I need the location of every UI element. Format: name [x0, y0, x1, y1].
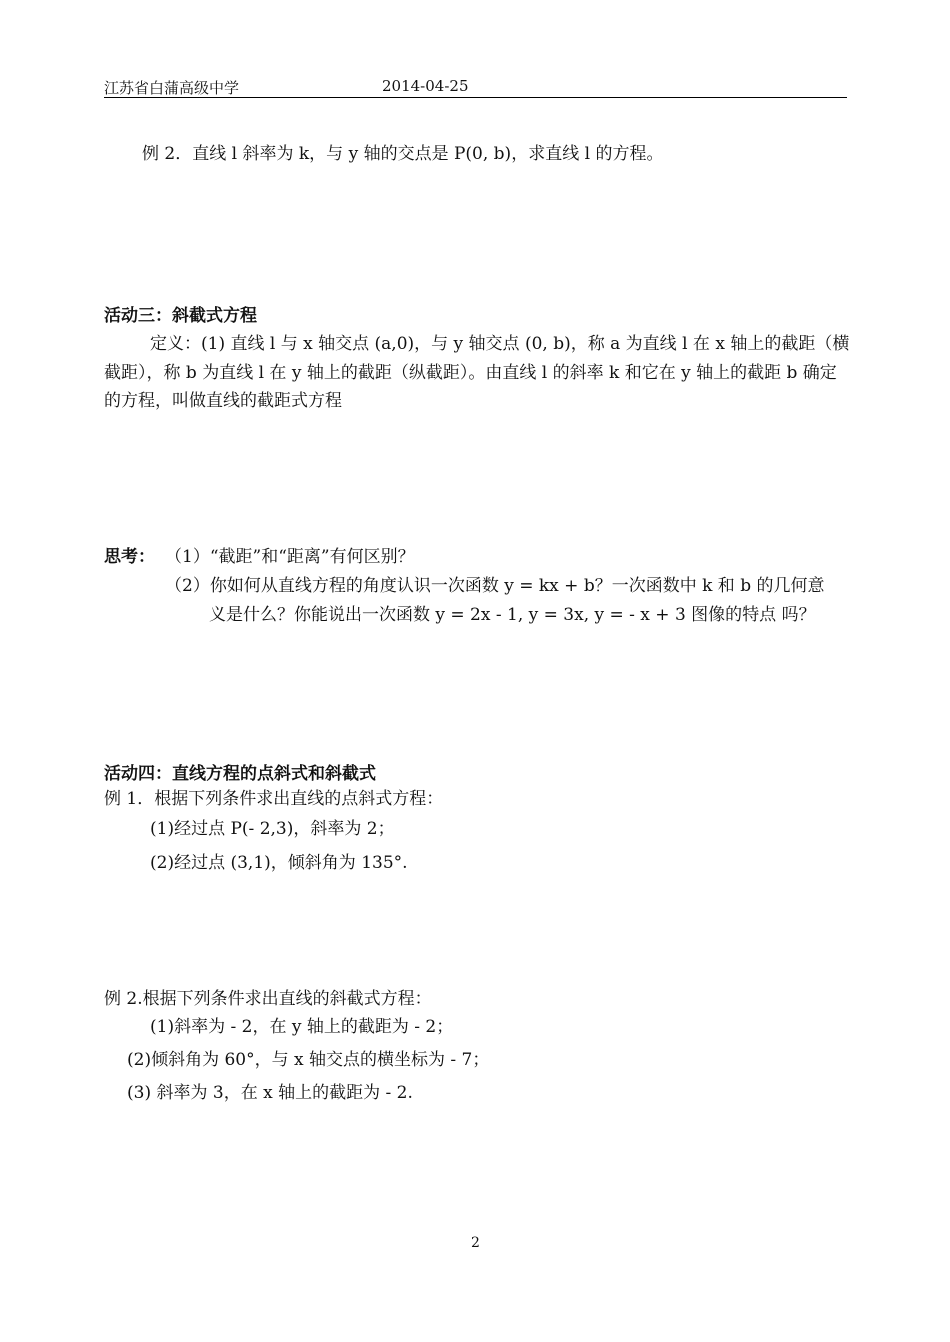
example-2-item-2: (2)倾斜角为 60°，与 x 轴交点的横坐标为 - 7； — [127, 1050, 490, 1070]
header-rule — [104, 97, 847, 98]
definition-line-3: 的方程，叫做直线的截距式方程 — [104, 391, 342, 411]
example-2-intro: 例 2.根据下列条件求出直线的斜截式方程： — [104, 989, 432, 1009]
definition-line-2: 截距），称 b 为直线 l 在 y 轴上的截距（纵截距）。由直线 l 的斜率 k 和它在 y 轴上的截距 b 确定 — [104, 363, 837, 383]
example-2-item-3: (3) 斜率为 3，在 x 轴上的截距为 - 2. — [127, 1083, 413, 1103]
thinking-question-2-line-2: 义是什么？你能说出一次函数 y = 2x - 1, y = 3x, y = - x + 3 图像的特点 吗？ — [209, 605, 816, 625]
activity-3-title: 活动三：斜截式方程 — [104, 306, 257, 326]
page-number: 2 — [471, 1235, 480, 1251]
example-1-intro: 例 1．根据下列条件求出直线的点斜式方程： — [104, 789, 444, 809]
activity-4-title: 活动四：直线方程的点斜式和斜截式 — [104, 764, 376, 784]
thinking-question-1: （1）“截距”和“距离”有何区别？ — [165, 547, 415, 567]
example-1-item-2: (2)经过点 (3,1)，倾斜角为 135°. — [150, 853, 408, 873]
header-school: 江苏省白蒲高级中学 — [104, 79, 240, 97]
example-2-item-1: (1)斜率为 - 2，在 y 轴上的截距为 - 2； — [150, 1017, 454, 1037]
thinking-label: 思考： — [104, 547, 155, 567]
example-2-top: 例 2．直线 l 斜率为 k，与 y 轴的交点是 P(0, b)，求直线 l 的方程。 — [142, 144, 664, 164]
header-date: 2014-04-25 — [382, 77, 469, 95]
thinking-question-2-line-1: （2）你如何从直线方程的角度认识一次函数 y = kx + b？一次函数中 k 和 b 的几何意 — [165, 576, 825, 596]
definition-line-1: 定义：(1) 直线 l 与 x 轴交点 (a,0)，与 y 轴交点 (0, b)，称 a 为直线 l 在 x 轴上的截距（横 — [150, 334, 850, 354]
example-1-item-1: (1)经过点 P(- 2,3)，斜率为 2； — [150, 819, 395, 839]
